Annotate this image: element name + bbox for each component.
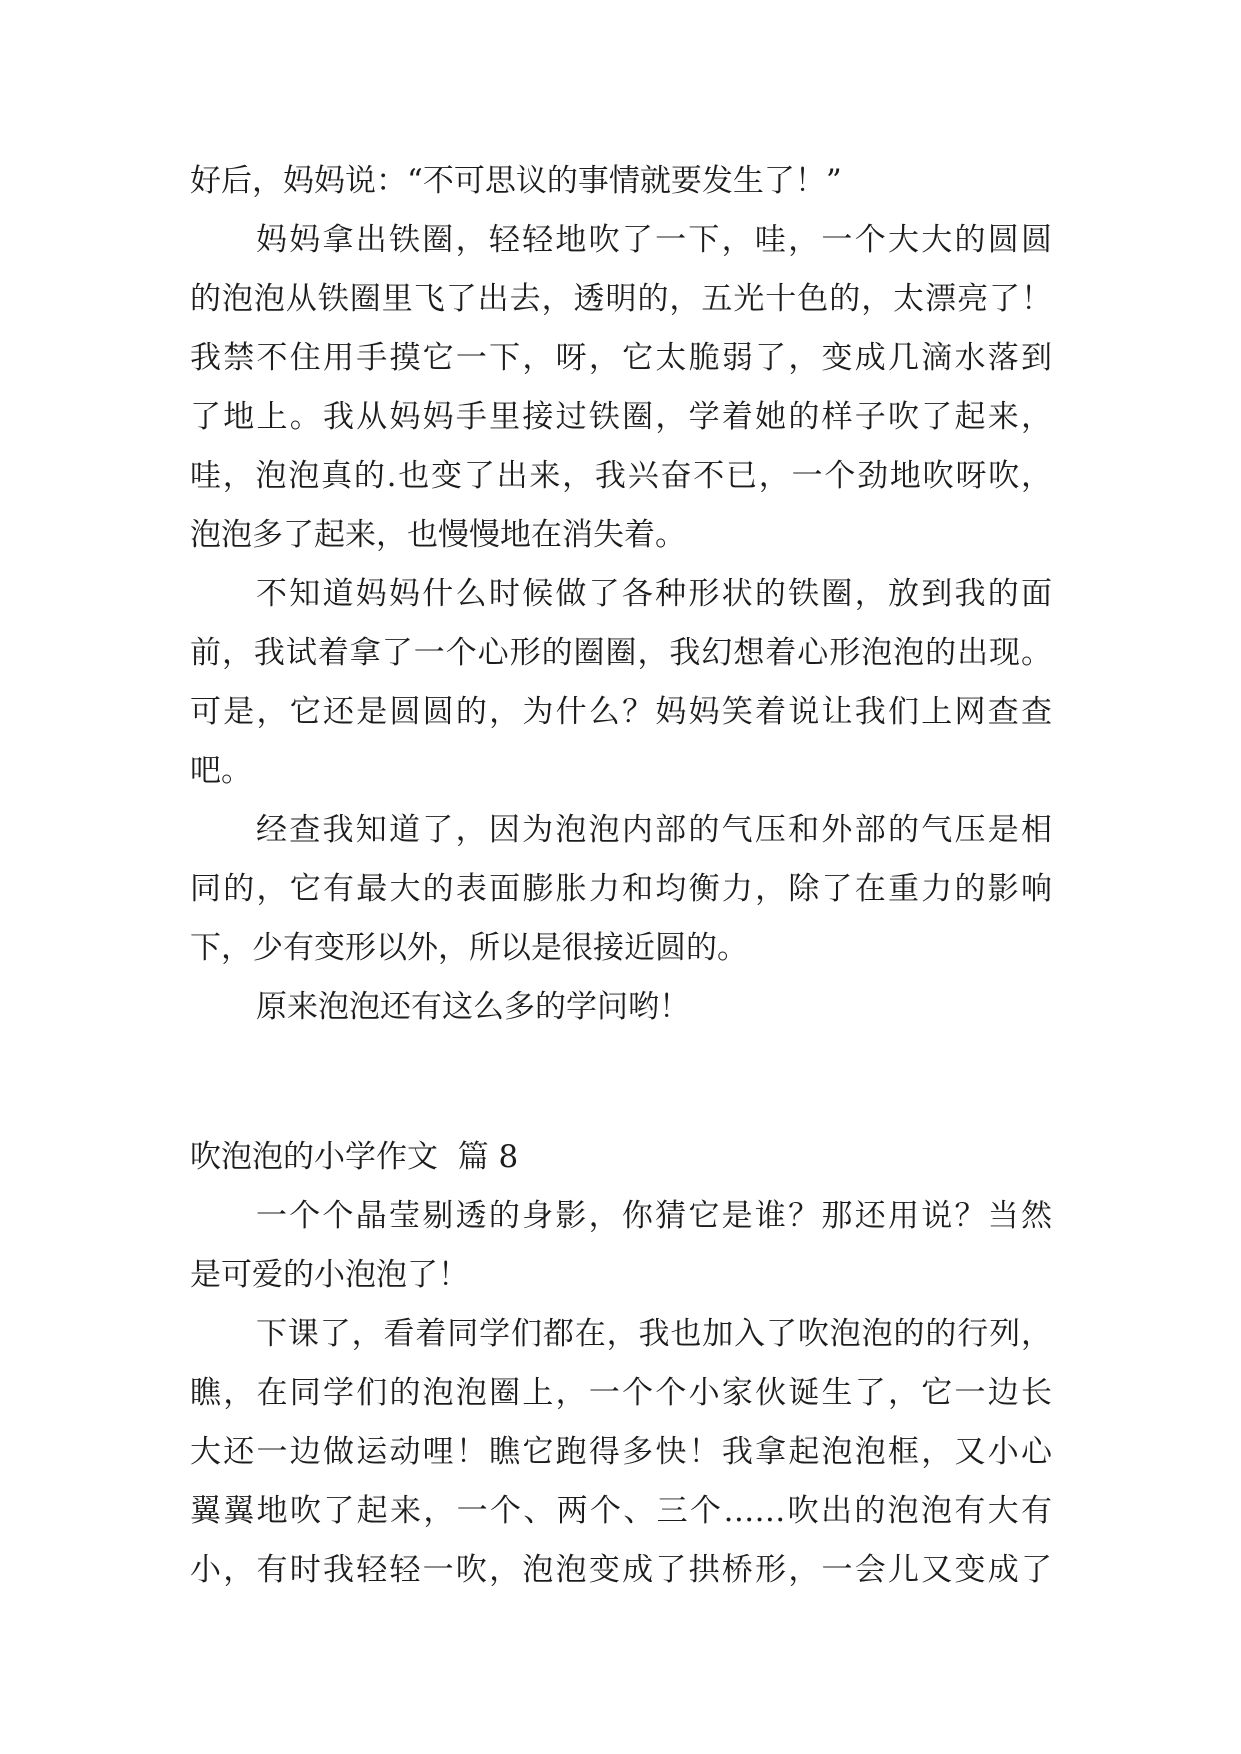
section-spacer bbox=[190, 1037, 1052, 1128]
text-line: 同的，它有最大的表面膨胀力和均衡力，除了在重力的影响 bbox=[190, 871, 1052, 907]
text-line: 哇，泡泡真的.也变了出来，我兴奋不已，一个劲地吹呀吹， bbox=[190, 458, 1052, 494]
paragraph-first-line: 经查我知道了，因为泡泡内部的气压和外部的气压是相 bbox=[256, 812, 1052, 848]
section-heading: 吹泡泡的小学作文 篇 8 bbox=[190, 1139, 519, 1175]
paragraph-first-line: 不知道妈妈什么时候做了各种形状的铁圈，放到我的面 bbox=[256, 576, 1052, 612]
essay-text bbox=[190, 152, 1052, 1600]
text-line: 可是，它还是圆圆的，为什么？妈妈笑着说让我们上网查查 bbox=[190, 694, 1052, 730]
text-line: 小，有时我轻轻一吹，泡泡变成了拱桥形，一会儿又变成了 bbox=[190, 1552, 1052, 1588]
text-line: 翼翼地吹了起来，一个、两个、三个……吹出的泡泡有大有 bbox=[190, 1493, 1052, 1529]
text-line: 我禁不住用手摸它一下，呀，它太脆弱了，变成几滴水落到 bbox=[190, 340, 1052, 376]
text-line: 泡泡多了起来，也慢慢地在消失着。 bbox=[190, 517, 686, 553]
paragraph-first-line: 原来泡泡还有这么多的学问哟！ bbox=[256, 989, 690, 1025]
paragraph-first-line: 下课了，看着同学们都在，我也加入了吹泡泡的的行列， bbox=[256, 1316, 1052, 1352]
paragraph-first-line: 一个个晶莹剔透的身影，你猜它是谁？那还用说？当然 bbox=[256, 1198, 1052, 1234]
text-line: 大还一边做运动哩！瞧它跑得多快！我拿起泡泡框，又小心 bbox=[190, 1434, 1052, 1470]
text-line: 是可爱的小泡泡了！ bbox=[190, 1257, 469, 1293]
text-line: 瞧，在同学们的泡泡圈上，一个个小家伙诞生了，它一边长 bbox=[190, 1375, 1052, 1411]
text-line: 前，我试着拿了一个心形的圈圈，我幻想着心形泡泡的出现。 bbox=[190, 635, 1052, 671]
text-line: 了地上。我从妈妈手里接过铁圈，学着她的样子吹了起来， bbox=[190, 399, 1052, 435]
text-line: 吧。 bbox=[190, 753, 252, 789]
text-line: 的泡泡从铁圈里飞了出去，透明的，五光十色的，太漂亮了！ bbox=[190, 281, 1052, 317]
text-line: 下，少有变形以外，所以是很接近圆的。 bbox=[190, 930, 748, 966]
paragraph-first-line: 妈妈拿出铁圈，轻轻地吹了一下，哇，一个大大的圆圆 bbox=[256, 222, 1052, 258]
text-line: 好后，妈妈说：“不可思议的事情就要发生了！” bbox=[190, 163, 842, 199]
